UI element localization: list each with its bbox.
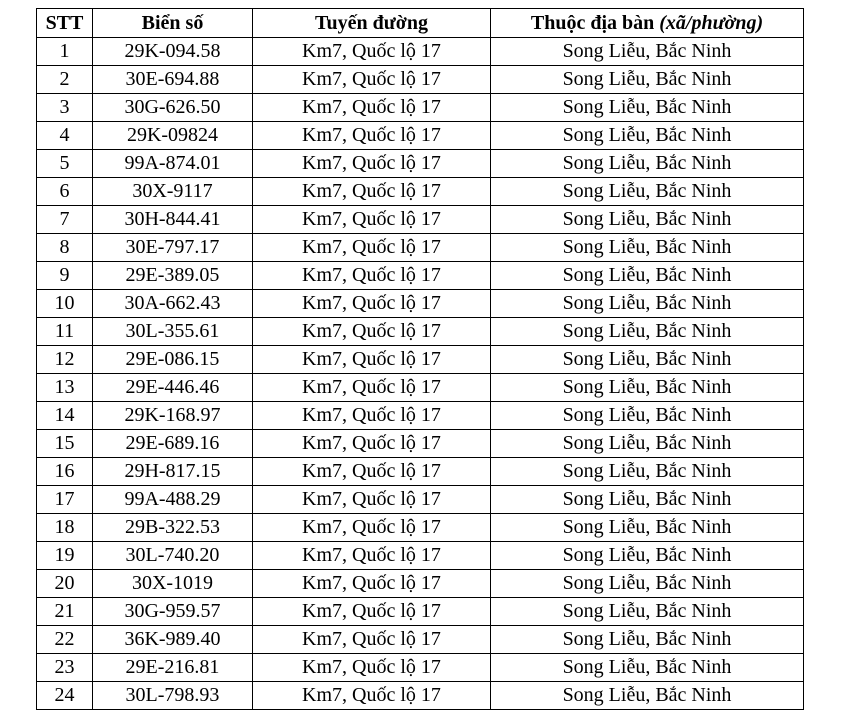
cell-plate: 30E-797.17 — [93, 234, 253, 262]
cell-stt: 19 — [37, 542, 93, 570]
table-row — [37, 234, 804, 262]
table-header-row — [37, 9, 804, 38]
cell-area: Song Liễu, Bắc Ninh — [491, 94, 804, 122]
cell-route: Km7, Quốc lộ 17 — [253, 542, 491, 570]
table-row — [37, 94, 804, 122]
table-row — [37, 66, 804, 94]
cell-route: Km7, Quốc lộ 17 — [253, 598, 491, 626]
cell-area: Song Liễu, Bắc Ninh — [491, 206, 804, 234]
cell-route: Km7, Quốc lộ 17 — [253, 94, 491, 122]
cell-route: Km7, Quốc lộ 17 — [253, 458, 491, 486]
cell-stt: 21 — [37, 598, 93, 626]
cell-stt: 17 — [37, 486, 93, 514]
cell-stt: 14 — [37, 402, 93, 430]
cell-plate: 30G-626.50 — [93, 94, 253, 122]
cell-stt: 4 — [37, 122, 93, 150]
cell-plate: 36K-989.40 — [93, 626, 253, 654]
cell-stt: 15 — [37, 430, 93, 458]
cell-route: Km7, Quốc lộ 17 — [253, 374, 491, 402]
cell-area: Song Liễu, Bắc Ninh — [491, 66, 804, 94]
cell-route: Km7, Quốc lộ 17 — [253, 66, 491, 94]
cell-route: Km7, Quốc lộ 17 — [253, 150, 491, 178]
cell-stt: 2 — [37, 66, 93, 94]
cell-plate: 29E-689.16 — [93, 430, 253, 458]
table-row — [37, 318, 804, 346]
cell-plate: 30X-1019 — [93, 570, 253, 598]
cell-plate: 29K-168.97 — [93, 402, 253, 430]
cell-route: Km7, Quốc lộ 17 — [253, 514, 491, 542]
cell-stt: 11 — [37, 318, 93, 346]
cell-stt: 3 — [37, 94, 93, 122]
cell-stt: 5 — [37, 150, 93, 178]
cell-area: Song Liễu, Bắc Ninh — [491, 542, 804, 570]
plate-list-table — [36, 8, 804, 710]
cell-area: Song Liễu, Bắc Ninh — [491, 682, 804, 710]
cell-area: Song Liễu, Bắc Ninh — [491, 122, 804, 150]
cell-route: Km7, Quốc lộ 17 — [253, 318, 491, 346]
cell-area: Song Liễu, Bắc Ninh — [491, 346, 804, 374]
cell-route: Km7, Quốc lộ 17 — [253, 430, 491, 458]
cell-plate: 29E-446.46 — [93, 374, 253, 402]
cell-route: Km7, Quốc lộ 17 — [253, 262, 491, 290]
header-area — [491, 9, 804, 38]
table-row — [37, 402, 804, 430]
cell-plate: 29E-389.05 — [93, 262, 253, 290]
cell-stt: 6 — [37, 178, 93, 206]
cell-stt: 10 — [37, 290, 93, 318]
cell-route: Km7, Quốc lộ 17 — [253, 234, 491, 262]
cell-stt: 9 — [37, 262, 93, 290]
cell-stt: 20 — [37, 570, 93, 598]
cell-route: Km7, Quốc lộ 17 — [253, 682, 491, 710]
table-row — [37, 262, 804, 290]
cell-plate: 30X-9117 — [93, 178, 253, 206]
header-area-main: Thuộc địa bàn — [530, 11, 660, 34]
cell-plate: 30E-694.88 — [93, 66, 253, 94]
cell-plate: 30L-355.61 — [93, 318, 253, 346]
table-row — [37, 486, 804, 514]
cell-plate: 99A-874.01 — [93, 150, 253, 178]
table-row — [37, 374, 804, 402]
cell-area: Song Liễu, Bắc Ninh — [491, 262, 804, 290]
table-row — [37, 346, 804, 374]
cell-plate: 30H-844.41 — [93, 206, 253, 234]
cell-area: Song Liễu, Bắc Ninh — [491, 178, 804, 206]
cell-plate: 99A-488.29 — [93, 486, 253, 514]
table-row — [37, 542, 804, 570]
cell-plate: 30L-798.93 — [93, 682, 253, 710]
cell-stt: 1 — [37, 38, 93, 66]
cell-stt: 8 — [37, 234, 93, 262]
cell-stt: 22 — [37, 626, 93, 654]
cell-plate: 29K-094.58 — [93, 38, 253, 66]
table-row — [37, 654, 804, 682]
cell-stt: 16 — [37, 458, 93, 486]
cell-route: Km7, Quốc lộ 17 — [253, 570, 491, 598]
cell-area: Song Liễu, Bắc Ninh — [491, 458, 804, 486]
table-row — [37, 38, 804, 66]
cell-route: Km7, Quốc lộ 17 — [253, 486, 491, 514]
table-row — [37, 122, 804, 150]
cell-area: Song Liễu, Bắc Ninh — [491, 150, 804, 178]
cell-area: Song Liễu, Bắc Ninh — [491, 234, 804, 262]
table-row — [37, 178, 804, 206]
table-row — [37, 626, 804, 654]
cell-plate: 29B-322.53 — [93, 514, 253, 542]
cell-route: Km7, Quốc lộ 17 — [253, 654, 491, 682]
table-row — [37, 430, 804, 458]
cell-area: Song Liễu, Bắc Ninh — [491, 38, 804, 66]
plate-list-table-wrapper — [36, 8, 804, 710]
cell-area: Song Liễu, Bắc Ninh — [491, 626, 804, 654]
cell-route: Km7, Quốc lộ 17 — [253, 290, 491, 318]
table-row — [37, 206, 804, 234]
cell-area: Song Liễu, Bắc Ninh — [491, 318, 804, 346]
cell-stt: 13 — [37, 374, 93, 402]
cell-plate: 29K-09824 — [93, 122, 253, 150]
cell-stt: 12 — [37, 346, 93, 374]
cell-area: Song Liễu, Bắc Ninh — [491, 290, 804, 318]
cell-route: Km7, Quốc lộ 17 — [253, 626, 491, 654]
cell-route: Km7, Quốc lộ 17 — [253, 122, 491, 150]
cell-route: Km7, Quốc lộ 17 — [253, 38, 491, 66]
cell-area: Song Liễu, Bắc Ninh — [491, 654, 804, 682]
cell-area: Song Liễu, Bắc Ninh — [491, 374, 804, 402]
cell-route: Km7, Quốc lộ 17 — [253, 178, 491, 206]
cell-stt: 18 — [37, 514, 93, 542]
cell-plate: 30G-959.57 — [93, 598, 253, 626]
cell-stt: 24 — [37, 682, 93, 710]
table-row — [37, 598, 804, 626]
cell-plate: 29H-817.15 — [93, 458, 253, 486]
cell-route: Km7, Quốc lộ 17 — [253, 346, 491, 374]
cell-area: Song Liễu, Bắc Ninh — [491, 486, 804, 514]
cell-route: Km7, Quốc lộ 17 — [253, 206, 491, 234]
header-stt: STT — [37, 9, 93, 38]
table-row — [37, 570, 804, 598]
table-row — [37, 150, 804, 178]
cell-plate: 30L-740.20 — [93, 542, 253, 570]
header-route: Tuyến đường — [253, 9, 491, 38]
cell-plate: 29E-086.15 — [93, 346, 253, 374]
cell-area: Song Liễu, Bắc Ninh — [491, 598, 804, 626]
table-row — [37, 682, 804, 710]
table-row — [37, 290, 804, 318]
cell-route: Km7, Quốc lộ 17 — [253, 402, 491, 430]
table-row — [37, 514, 804, 542]
table-row — [37, 458, 804, 486]
cell-stt: 7 — [37, 206, 93, 234]
cell-plate: 30A-662.43 — [93, 290, 253, 318]
cell-area: Song Liễu, Bắc Ninh — [491, 570, 804, 598]
header-area-note: (xã/phường) — [659, 11, 764, 34]
cell-stt: 23 — [37, 654, 93, 682]
cell-area: Song Liễu, Bắc Ninh — [491, 514, 804, 542]
cell-area: Song Liễu, Bắc Ninh — [491, 402, 804, 430]
cell-area: Song Liễu, Bắc Ninh — [491, 430, 804, 458]
cell-plate: 29E-216.81 — [93, 654, 253, 682]
table-body — [37, 38, 804, 710]
header-plate: Biển số — [93, 9, 253, 38]
